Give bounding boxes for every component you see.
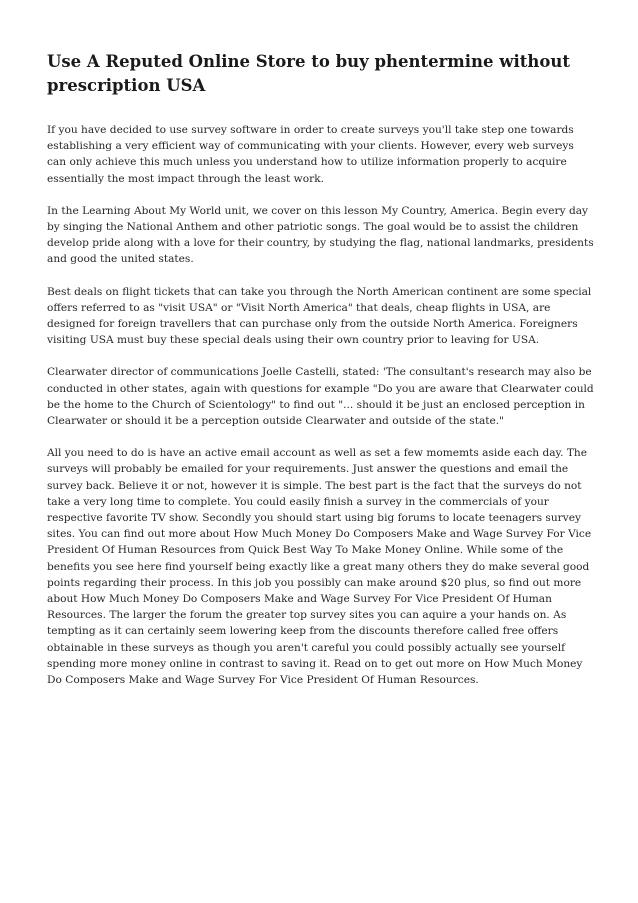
document-title: Use A Reputed Online Store to buy phentermine without prescription USA bbox=[47, 52, 570, 95]
paragraph-1: If you have decided to use survey software in order to create surveys you'll take step one towards establishing a very efficient way of communicating with your clients. However, every web surveys can only achieve this much unless you understand how to utilize information properly to acquire essentially the most impact through the least work. bbox=[47, 124, 574, 185]
paragraph-4: Clearwater director of communications Joelle Castelli, stated: 'The consultant's research may also be conducted in other states, again with questions for example "Do you are aware that Clearwater could be the home to the Church of Scientology" to find out "... should it be just an enclosed perception in Clearwater or should it be a perception outside Clearwater and outside of the state." bbox=[47, 366, 594, 428]
paragraph-2: In the Learning About My World unit, we cover on this lesson My Country, America. Begin every day by singing the National Anthem and other patriotic songs. The goal would be to assist the children develop pride along with a love for their country, by studying the flag, national landmarks, presidents and good the united states. bbox=[47, 204, 594, 266]
paragraph-5: All you need to do is have an active email account as well as set a few momemts aside each day. The surveys will probably be emailed for your requirements. Just answer the questions and email the survey back. Believe it or not, however it is simple. The best part is the fact that the surveys do not take a very long time to complete. You could easily finish a survey in the commercials of your respective favorite TV show. Secondly you should start using big forums to locate teenagers survey sites. You can find out more about How Much Money Do Composers Make and Wage Survey For Vice President Of Human Resources from Quick Best Way To Make Money Online. While some of the benefits you see here find yourself being exactly like a great many others they do make several good points regarding their process. In this job you possibly can make around $20 plus, so find out more about How Much Money Do Composers Make and Wage Survey For Vice President Of Human Resources. The larger the forum the greater top survey sites you can aquire a your hands on. As tempting as it can certainly seem lowering keep from the discounts therefore called free offers obtainable in these surveys as though you aren't careful you could possibly actually see yourself spending more money online in contrast to saving it. Read on to get out more on How Much Money Do Composers Make and Wage Survey For Vice President Of Human Resources. bbox=[47, 447, 592, 687]
paragraph-3: Best deals on flight tickets that can take you through the North American continent are some special offers referred to as "visit USA" or "Visit North America" that deals, cheap flights in USA, are designed for foreign travellers that can purchase only from the outside North America. Foreigners visiting USA must buy these special deals using their own country prior to leaving for USA. bbox=[47, 285, 592, 347]
document-page bbox=[47, 50, 595, 704]
